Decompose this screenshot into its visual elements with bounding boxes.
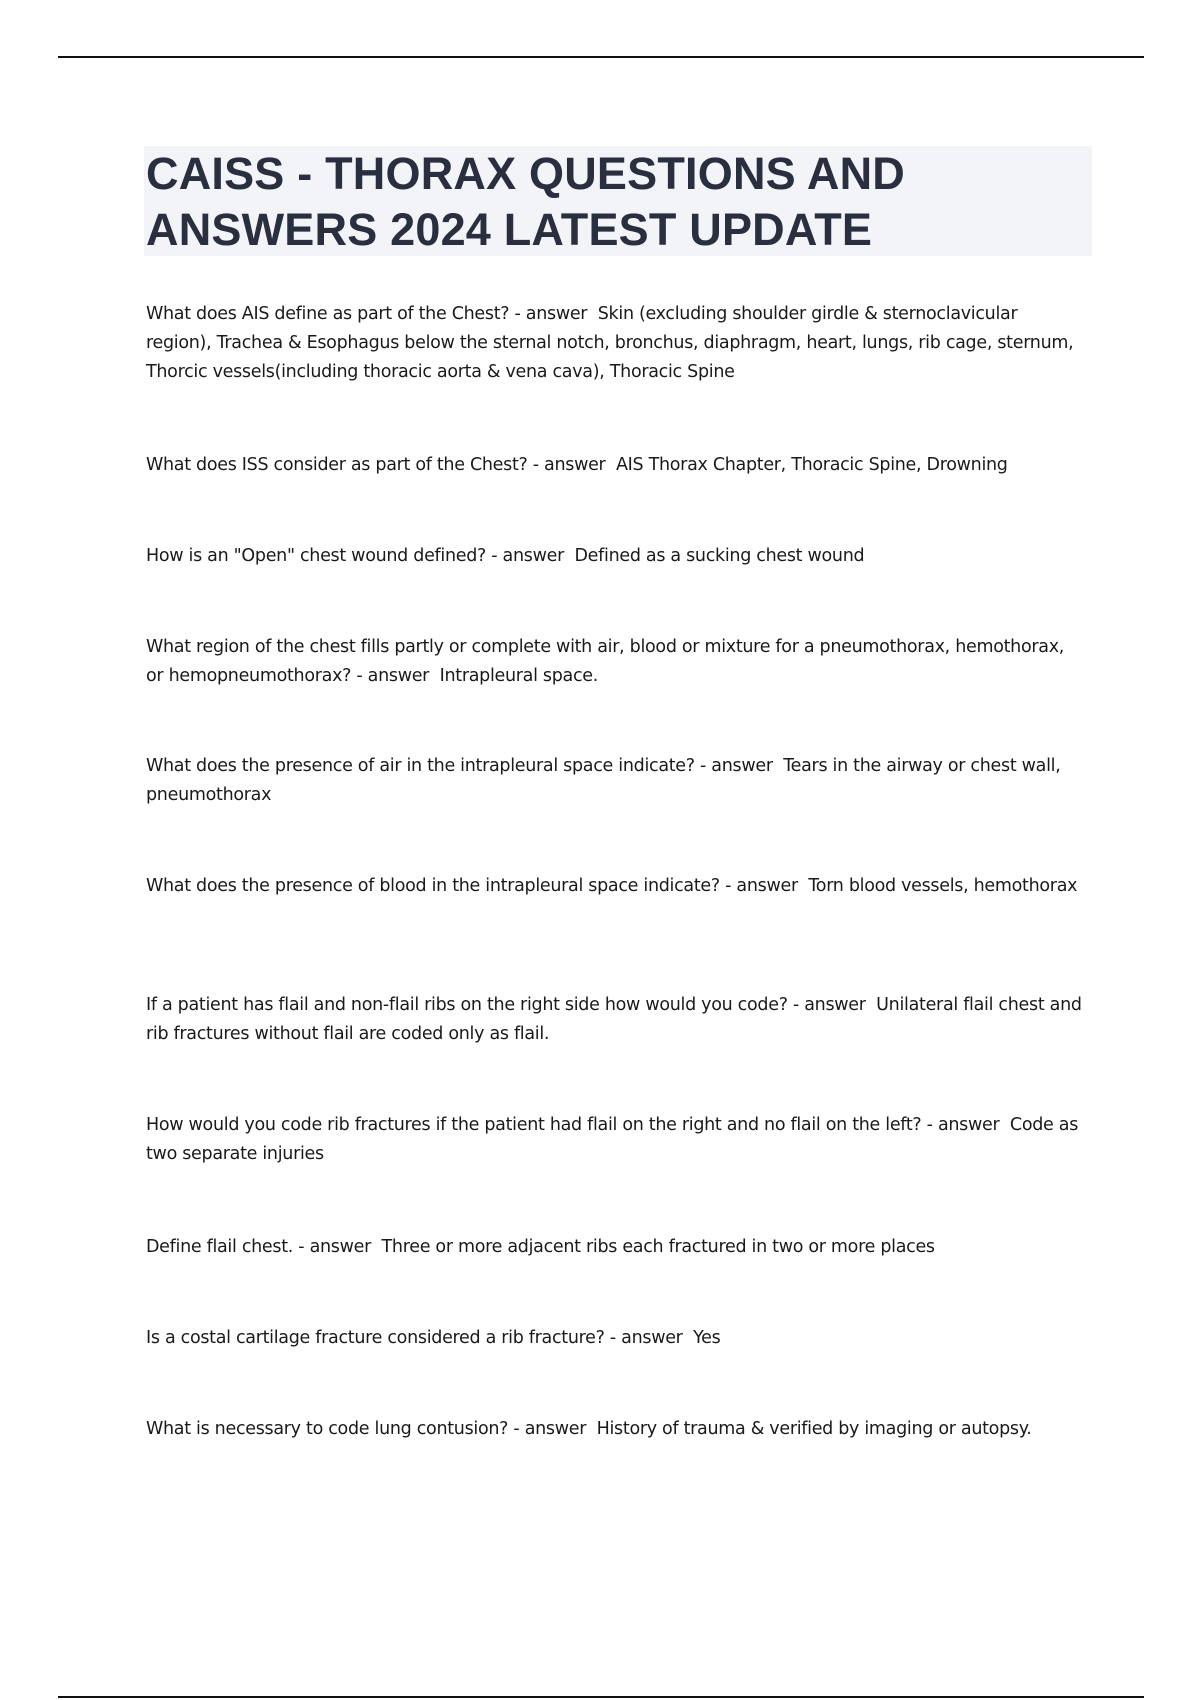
question-text: What region of the chest fills partly or complete with air, blood or mixture for a pneumothorax, hemothorax, or hemopneumothorax?: [146, 637, 1065, 686]
question-text: How would you code rib fractures if the patient had flail on the right and no flail on the left?: [146, 1115, 922, 1135]
question-text: What does AIS define as part of the Chest?: [146, 304, 510, 324]
answer-text: Defined as a sucking chest wound: [574, 546, 865, 566]
answer-separator: - answer: [486, 546, 575, 566]
answer-text: Tears in the airway or chest wall, pneumothorax: [146, 756, 1061, 805]
qa-item: [146, 451, 1086, 480]
answer-separator: - answer: [508, 1419, 597, 1439]
answer-separator: - answer: [787, 995, 877, 1015]
answer-text: Unilateral flail chest and rib fractures without flail are coded only as flail.: [146, 995, 1082, 1044]
title-banner: [144, 146, 1092, 256]
qa-item: [146, 1111, 1086, 1169]
answer-text: Torn blood vessels, hemothorax: [808, 876, 1078, 896]
answer-text: Yes: [693, 1328, 721, 1348]
question-text: Is a costal cartilage fracture considered a rib fracture?: [146, 1328, 605, 1348]
answer-separator: - answer: [921, 1115, 1010, 1135]
answer-separator: - answer: [604, 1328, 694, 1348]
bottom-rule: [58, 1696, 1144, 1698]
answer-separator: - answer: [719, 876, 809, 896]
qa-item: [146, 752, 1086, 810]
qa-item: [146, 542, 1086, 571]
answer-separator: - answer: [293, 1237, 382, 1257]
answer-separator: - answer: [527, 455, 616, 475]
answer-separator: - answer: [351, 666, 440, 686]
answer-separator: - answer: [509, 304, 598, 324]
answer-text: Three or more adjacent ribs each fractured in two or more places: [381, 1237, 935, 1257]
qa-item: [146, 991, 1086, 1049]
question-text: What is necessary to code lung contusion?: [146, 1419, 509, 1439]
question-text: If a patient has flail and non-flail ribs on the right side how would you code?: [146, 995, 788, 1015]
answer-text: Intrapleural space.: [439, 666, 599, 686]
answer-text: Code as two separate injuries: [146, 1115, 1079, 1164]
question-text: Define flail chest.: [146, 1237, 294, 1257]
qa-item: [146, 1324, 1086, 1353]
qa-item: [146, 872, 1086, 901]
answer-text: AIS Thorax Chapter, Thoracic Spine, Drowning: [615, 455, 1008, 475]
qa-item: [146, 633, 1086, 691]
answer-separator: - answer: [694, 756, 784, 776]
question-text: What does the presence of blood in the intrapleural space indicate?: [146, 876, 720, 896]
question-text: What does ISS consider as part of the Chest?: [146, 455, 528, 475]
qa-item: [146, 1233, 1086, 1262]
document-title: CAISS - THORAX QUESTIONS AND ANSWERS 2024 LATEST UPDATE: [146, 148, 905, 255]
answer-text: Skin (excluding shoulder girdle & sternoclavicular region), Trachea & Esophagus below the sternal notch, bronchus, diaphragm, heart, lungs, rib cage, sternum, Thorcic vessels(including thoracic aorta & vena cava), Thoracic Spine: [146, 304, 1074, 382]
question-text: What does the presence of air in the intrapleural space indicate?: [146, 756, 695, 776]
question-text: How is an "Open" chest wound defined?: [146, 546, 487, 566]
qa-item: [146, 300, 1086, 387]
top-rule: [58, 56, 1144, 58]
qa-item: [146, 1415, 1086, 1444]
answer-text: History of trauma & verified by imaging or autopsy.: [596, 1419, 1032, 1439]
